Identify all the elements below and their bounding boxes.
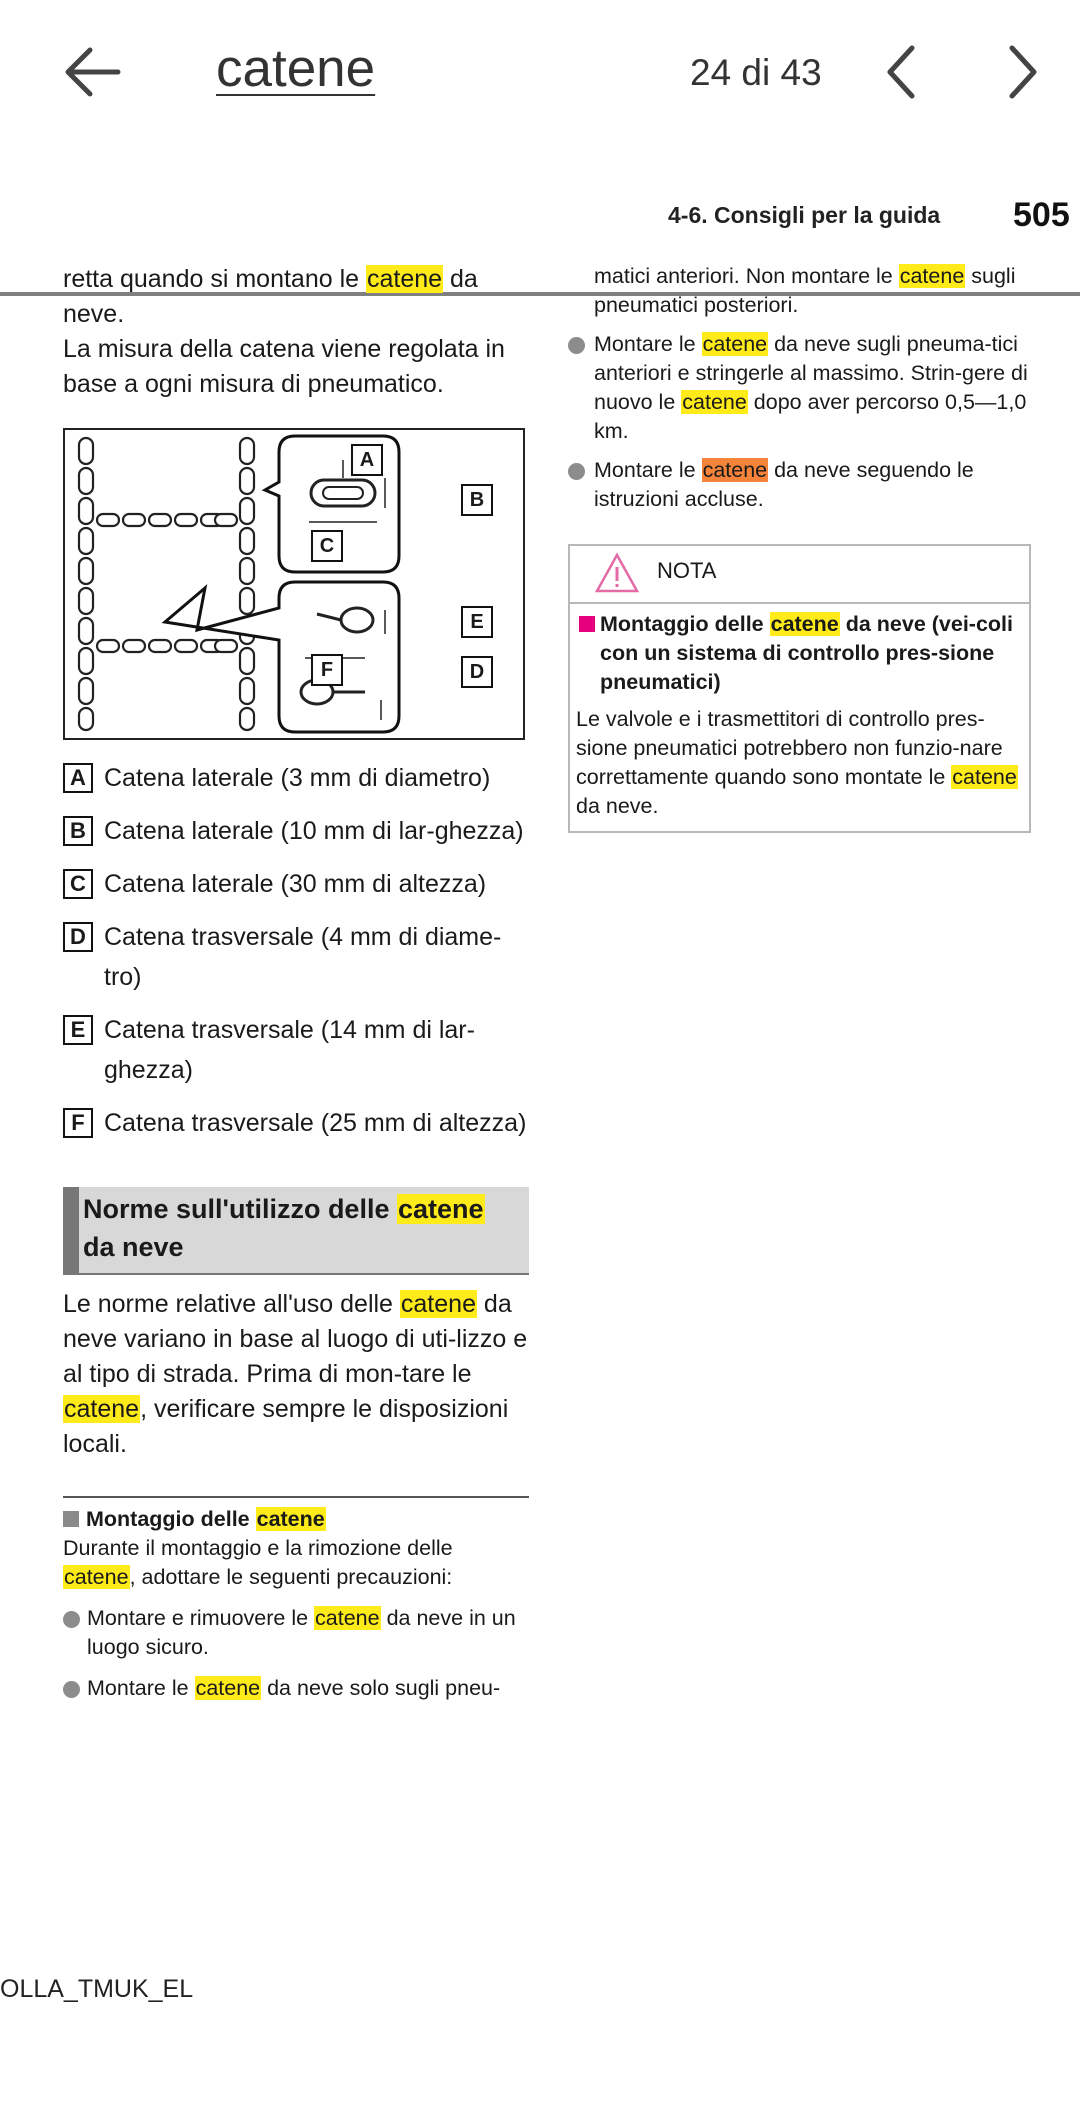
bullet-item: Montare le catene da neve sugli pneuma-tici anteriori e stringerle al massimo. Strin-gere di nuovo le catene dopo aver percorso 0,5—1,0 km. [568,330,1038,446]
note-label: NOTA [657,558,717,583]
legend-item [63,917,529,997]
search-highlight: catene [400,1290,476,1318]
right-column [568,262,1038,833]
legend-text: Catena laterale (10 mm di lar-ghezza) [104,817,524,845]
search-highlight: catene [315,1606,380,1630]
legend-key: E [63,1015,93,1045]
subheading: Montaggio delle catene [63,1504,529,1534]
legend-text: Catena laterale (30 mm di altezza) [104,870,487,898]
previous-match-icon[interactable] [872,42,932,102]
document-code: OLLA_TMUK_EL [0,1975,194,2003]
note-header [570,546,1029,604]
bullet-dot-icon [63,1681,80,1698]
figure-label-c: C [311,530,343,562]
legend-item [63,1103,529,1143]
note-text: Le valvole e i trasmettitori di controllo pres-sione pneumatici potrebbero non funzio-nare correttamente quando sono montate le catene da neve. [576,707,1017,818]
search-highlight: catene [952,765,1017,789]
legend-item [63,758,529,798]
document-page [0,150,1080,2101]
intro-paragraph-2: La misura della catena viene regolata in base a ogni misura di pneumatico. [63,335,505,398]
legend-item [63,1010,529,1090]
section-title: 4-6. Consigli per la guida [668,202,941,228]
sub-paragraph: Durante il montaggio e la rimozione delle catene, adottare le seguenti precauzioni: [63,1536,453,1589]
search-highlight: catene [702,332,768,356]
bullet-dot-icon [568,463,585,480]
snow-chain-diagram [63,428,525,740]
section-heading: Norme sull'utilizzo delle catene da neve [63,1187,529,1275]
page-number: 505 [1013,196,1070,234]
figure-label-d: D [461,656,493,688]
back-arrow-icon[interactable] [60,40,124,104]
body-paragraph: Le norme relative all'uso delle catene da neve variano in base al luogo di uti-lizzo e al tipo di strada. Prima di mon-tare le catene, verificare sempre le disposizioni locali. [63,1290,528,1458]
legend-key: B [63,816,93,846]
page-header [0,196,1080,252]
figure-label-e: E [461,606,493,638]
square-bullet-icon [63,1511,79,1527]
square-bullet-icon [579,616,595,632]
next-match-icon[interactable] [992,42,1052,102]
intro-paragraph: retta quando si montano le catene da neve. [63,265,478,328]
note-body [570,604,1029,821]
warning-triangle-icon [594,552,640,594]
continued-paragraph: matici anteriori. Non montare le catene sugli pneumatici posteriori. [594,264,1016,317]
search-highlight: catene [366,265,443,293]
search-highlight: catene [256,1507,325,1531]
search-highlight: catene [770,612,839,636]
search-highlight: catene [64,1395,140,1423]
legend-text: Catena trasversale (25 mm di altezza) [104,1109,527,1137]
bullet-item: Montare e rimuovere le catene da neve in un luogo sicuro. [63,1604,529,1662]
note-box [568,544,1031,833]
legend-key: A [63,763,93,793]
legend-key: F [63,1108,93,1138]
figure-legend [63,758,529,1143]
match-counter: 24 di 43 [690,52,822,93]
current-search-highlight: catene [702,458,768,482]
search-highlight: catene [195,1676,261,1700]
bullet-item: Montare le catene da neve solo sugli pneu- [63,1674,529,1703]
legend-key: D [63,922,93,952]
note-title: Montaggio delle catene da neve (vei-coli con un sistema di controllo pres-sione pneumatici) [576,610,1023,697]
bullet-dot-icon [63,1611,80,1628]
bullet-item: Montare le catene da neve seguendo le istruzioni accluse. [568,456,1038,514]
search-highlight: catene [899,264,965,288]
legend-item [63,864,529,904]
bullet-dot-icon [568,337,585,354]
legend-text: Catena laterale (3 mm di diametro) [104,764,491,792]
divider [63,1496,529,1498]
figure-label-b: B [461,484,493,516]
search-highlight: catene [682,390,747,414]
left-column [63,262,529,1703]
search-highlight: catene [64,1565,129,1589]
figure-label-f: F [311,654,343,686]
legend-text: Catena trasversale (4 mm di diame-tro) [104,923,502,991]
search-query[interactable]: catene [216,39,376,98]
legend-key: C [63,869,93,899]
search-toolbar [0,0,1080,150]
search-highlight: catene [397,1194,484,1224]
figure-label-a: A [351,444,383,476]
legend-text: Catena trasversale (14 mm di lar-ghezza) [104,1016,475,1084]
legend-item [63,811,529,851]
